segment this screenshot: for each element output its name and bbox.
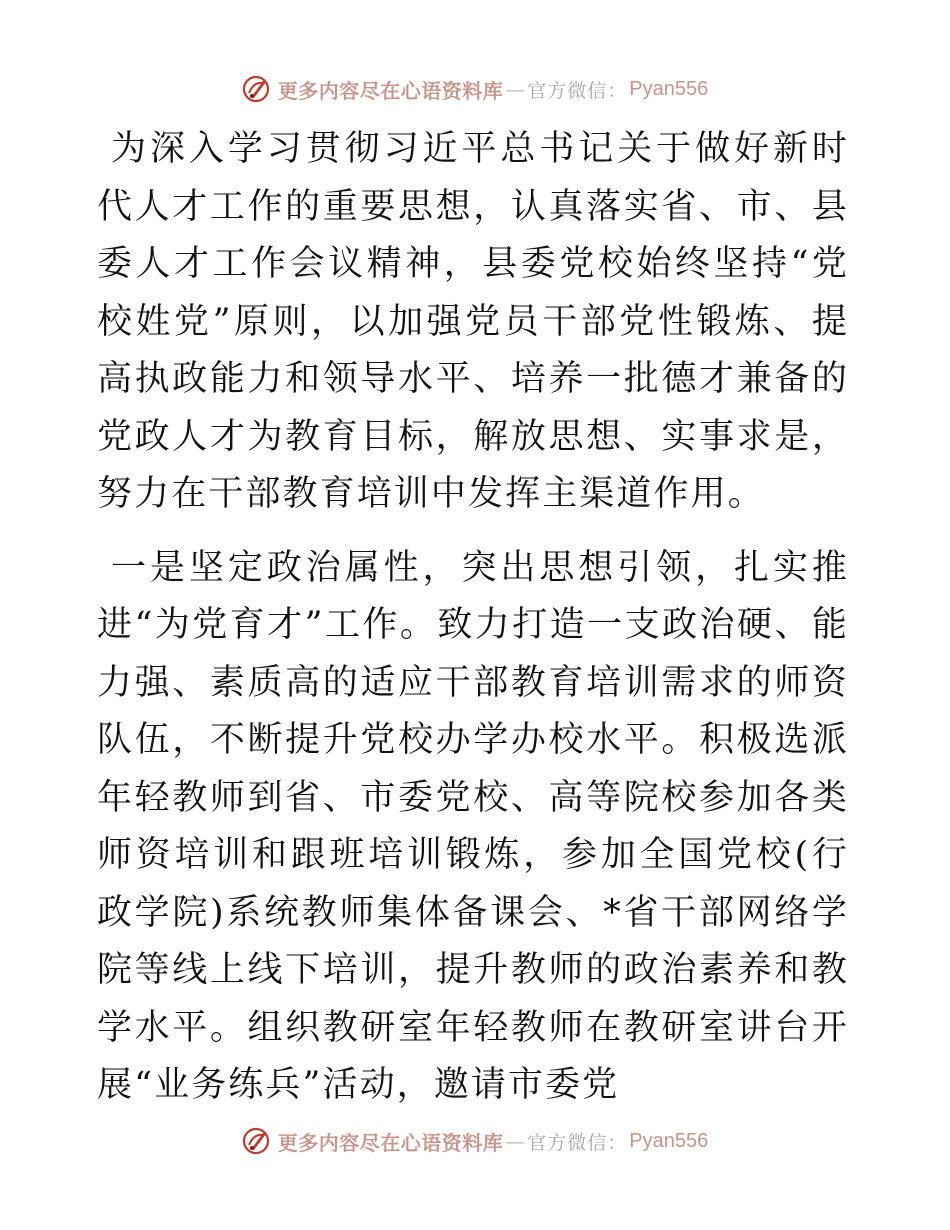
watermark-contact-id: Pyan556 (629, 77, 709, 100)
header-watermark (0, 72, 950, 106)
watermark-title: 更多内容尽在心语资料库 (277, 78, 504, 103)
watermark-contact-id: Pyan556 (629, 1129, 709, 1152)
brand-logo-icon (242, 74, 272, 104)
watermark-dash: — (505, 77, 526, 101)
watermark-title: 更多内容尽在心语资料库 (277, 1130, 504, 1155)
document-body (97, 121, 849, 1115)
paragraph-point-one: 一是坚定政治属性，突出思想引领，扎实推进“为党育才”工作。致力打造一支政治硬、能力强、素质高的适应干部教育培训需求的师资队伍，不断提升党校办学办校水平。积极选派年轻教师到省、市委党校、高等院校参加各类师资培训和跟班培训锻炼，参加全国党校(行政学院)系统教师集体备课会、*省干部网络学院等线上线下培训，提升教师的政治素养和教学水平。组织教研室年轻教师在教研室讲台开展“业务练兵”活动，邀请市委党 (97, 547, 849, 1105)
footer-watermark (0, 1124, 950, 1158)
watermark-contact-label: 官方微信： (527, 79, 628, 102)
brand-logo-icon (242, 1126, 272, 1156)
watermark-contact-label: 官方微信： (527, 1131, 628, 1154)
paragraph-intro: 为深入学习贯彻习近平总书记关于做好新时代人才工作的重要思想，认真落实省、市、县委人才工作会议精神，县委党校始终坚持“党校姓党”原则，以加强党员干部党性锻炼、提高执政能力和领导水平、培养一批德才兼备的党政人才为教育目标，解放思想、实事求是，努力在干部教育培训中发挥主渠道作用。 (97, 129, 849, 514)
watermark-dash: — (505, 1129, 526, 1153)
